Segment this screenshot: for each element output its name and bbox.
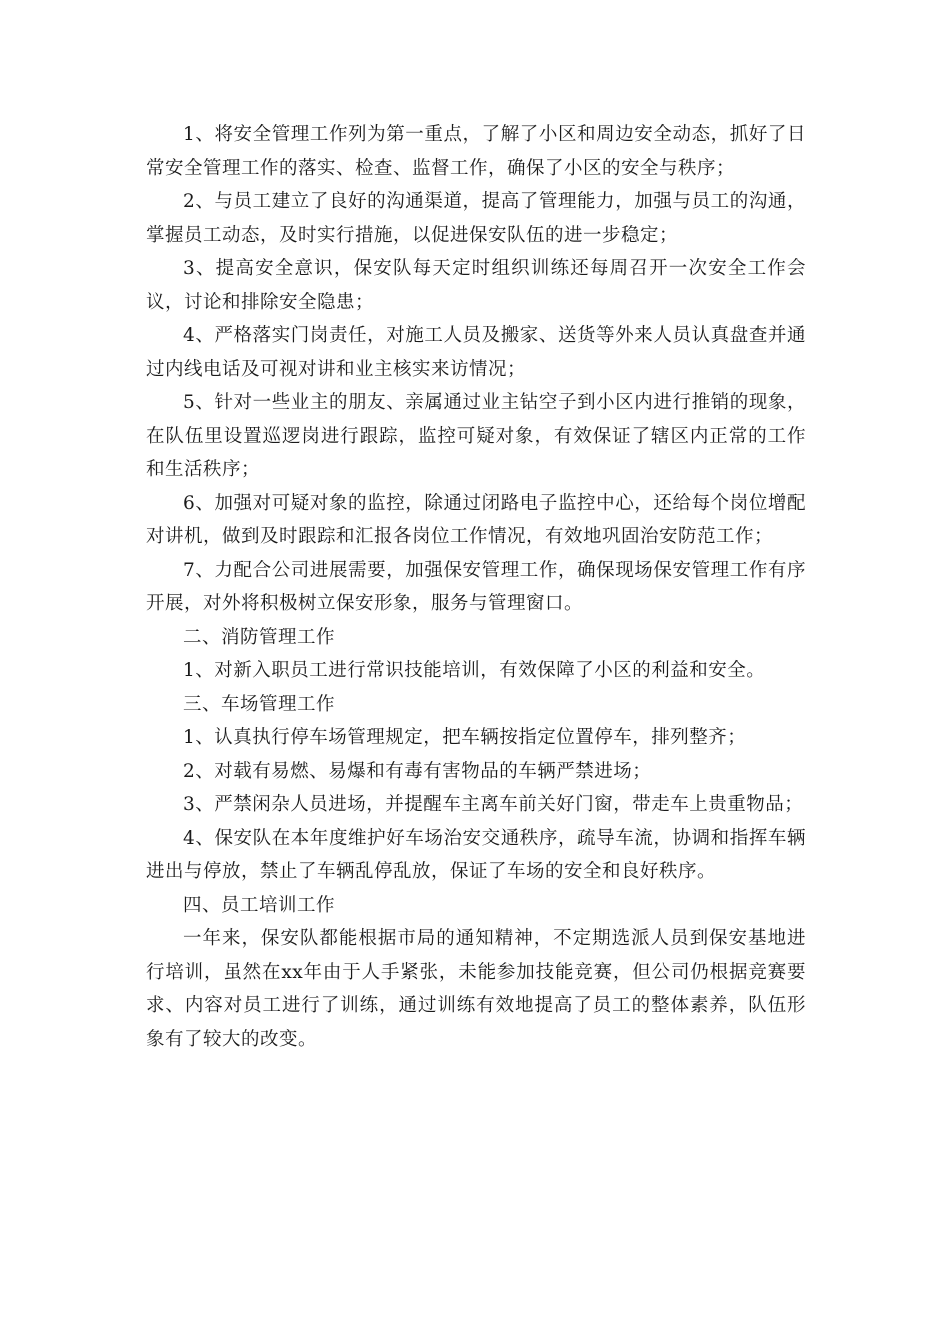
paragraph-training: 一年来，保安队都能根据市局的通知精神，不定期选派人员到保安基地进行培训，虽然在xx年由于人手紧张，未能参加技能竞赛，但公司仍根据竞赛要求、内容对员工进行了训练，通过训练有效地提高了员工的整体素养，队伍形象有了较大的改变。	[146, 928, 806, 1050]
paragraph-parking-item-4: 4、保安队在本年度维护好车场治安交通秩序，疏导车流，协调和指挥车辆进出与停放，禁止了车辆乱停乱放，保证了车场的安全和良好秩序。	[146, 827, 806, 882]
document-body	[146, 118, 806, 1056]
paragraph-fire-item-1: 1、对新入职员工进行常识技能培训，有效保障了小区的利益和安全。	[183, 660, 766, 681]
paragraph-security-item-2: 2、与员工建立了良好的沟通渠道，提高了管理能力，加强与员工的沟通，掌握员工动态，及时实行措施，以促进保安队伍的进一步稳定；	[146, 191, 806, 246]
paragraph-security-item-6: 6、加强对可疑对象的监控，除通过闭路电子监控中心，还给每个岗位增配对讲机，做到及时跟踪和汇报各岗位工作情况，有效地巩固治安防范工作；	[146, 492, 806, 547]
paragraph-parking-item-2: 2、对载有易燃、易爆和有毒有害物品的车辆严禁进场；	[183, 760, 652, 782]
paragraph-parking-item-1: 1、认真执行停车场管理规定，把车辆按指定位置停车，排列整齐；	[183, 727, 747, 748]
paragraph-security-item-1: 1、将安全管理工作列为第一重点，了解了小区和周边安全动态，抓好了日常安全管理工作的落实、检查、监督工作，确保了小区的安全与秩序；	[146, 124, 806, 179]
section-heading-training: 四、员工培训工作	[183, 894, 336, 916]
paragraph-parking-item-3: 3、严禁闲杂人员进场，并提醒车主离车前关好门窗，带走车上贵重物品；	[183, 794, 804, 815]
paragraph-security-item-5: 5、针对一些业主的朋友、亲属通过业主钻空子到小区内进行推销的现象，在队伍里设置巡逻岗进行跟踪，监控可疑对象，有效保证了辖区内正常的工作和生活秩序；	[146, 392, 806, 480]
paragraph-security-item-3: 3、提高安全意识，保安队每天定时组织训练还每周召开一次安全工作会议，讨论和排除安全隐患；	[146, 258, 806, 313]
paragraph-security-item-4: 4、严格落实门岗责任，对施工人员及搬家、送货等外来人员认真盘查并通过内线电话及可视对讲和业主核实来访情况；	[146, 325, 806, 380]
paragraph-security-item-7: 7、力配合公司进展需要，加强保安管理工作，确保现场保安管理工作有序开展，对外将积极树立保安形象，服务与管理窗口。	[146, 559, 806, 614]
section-heading-fire: 二、消防管理工作	[183, 626, 336, 648]
section-heading-parking: 三、车场管理工作	[183, 693, 336, 715]
